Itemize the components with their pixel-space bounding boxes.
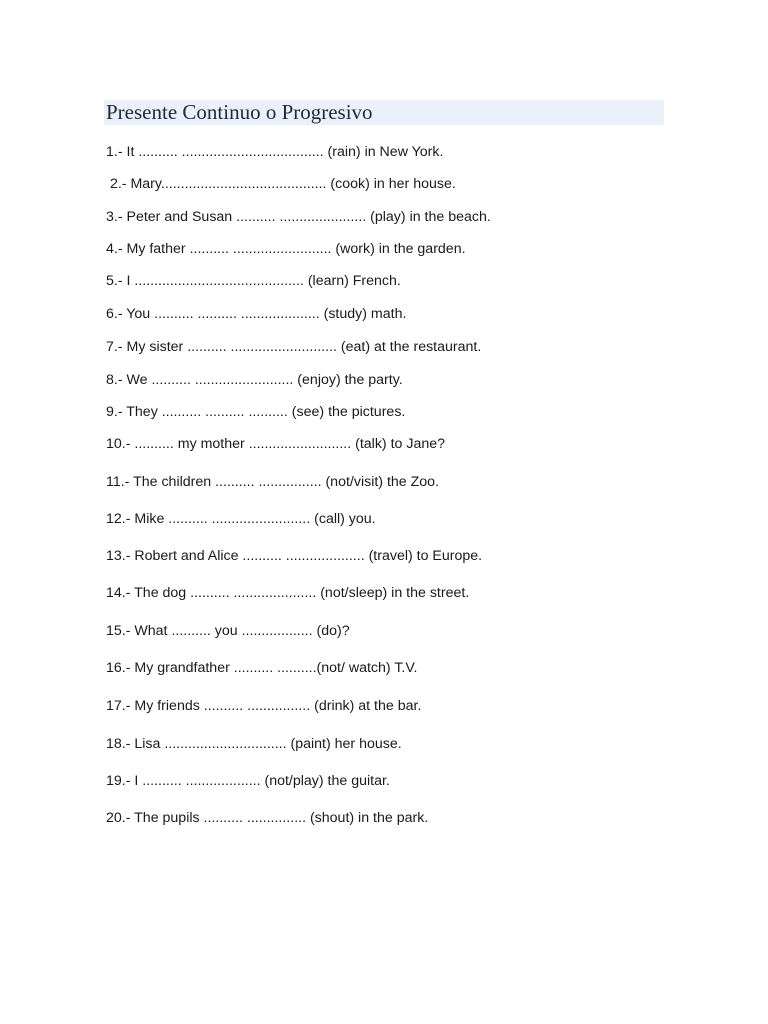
exercise-item-5: 5.- I ........................................... (learn) French. <box>106 273 401 289</box>
exercise-item-3: 3.- Peter and Susan .......... ...................... (play) in the beach. <box>106 209 491 225</box>
exercise-item-8: 8.- We .......... ......................... (enjoy) the party. <box>106 372 403 388</box>
exercise-item-20: 20.- The pupils .......... ............... (shout) in the park. <box>106 810 429 826</box>
exercise-item-4: 4.- My father .......... ......................... (work) in the garden. <box>106 241 466 257</box>
exercise-item-2: 2.- Mary.......................................... (cook) in her house. <box>106 176 456 192</box>
exercise-item-15: 15.- What .......... you .................. (do)? <box>106 623 350 639</box>
exercise-item-11: 11.- The children .......... ................ (not/visit) the Zoo. <box>106 474 440 490</box>
exercise-item-10: 10.- .......... my mother .......................... (talk) to Jane? <box>106 436 446 452</box>
exercise-item-13: 13.- Robert and Alice .......... .................... (travel) to Europe. <box>106 548 483 564</box>
exercise-item-9: 9.- They .......... .......... .......... (see) the pictures. <box>106 404 406 420</box>
exercise-item-18: 18.- Lisa ............................... (paint) her house. <box>106 736 402 752</box>
exercise-item-1: 1.- It .......... .................................... (rain) in New York. <box>106 144 444 160</box>
exercise-item-14: 14.- The dog .......... ..................... (not/sleep) in the street. <box>106 585 470 601</box>
exercise-item-12: 12.- Mike .......... ......................... (call) you. <box>106 511 376 527</box>
exercise-item-19: 19.- I .......... ................... (not/play) the guitar. <box>106 773 390 789</box>
page-title: Presente Continuo o Progresivo <box>106 100 373 124</box>
exercise-item-7: 7.- My sister .......... ........................... (eat) at the restaurant. <box>106 339 482 355</box>
exercise-item-17: 17.- My friends .......... ................ (drink) at the bar. <box>106 698 422 714</box>
exercise-item-6: 6.- You .......... .......... .................... (study) math. <box>106 306 407 322</box>
exercise-item-16: 16.- My grandfather .......... ..........(not/ watch) T.V. <box>106 660 418 676</box>
